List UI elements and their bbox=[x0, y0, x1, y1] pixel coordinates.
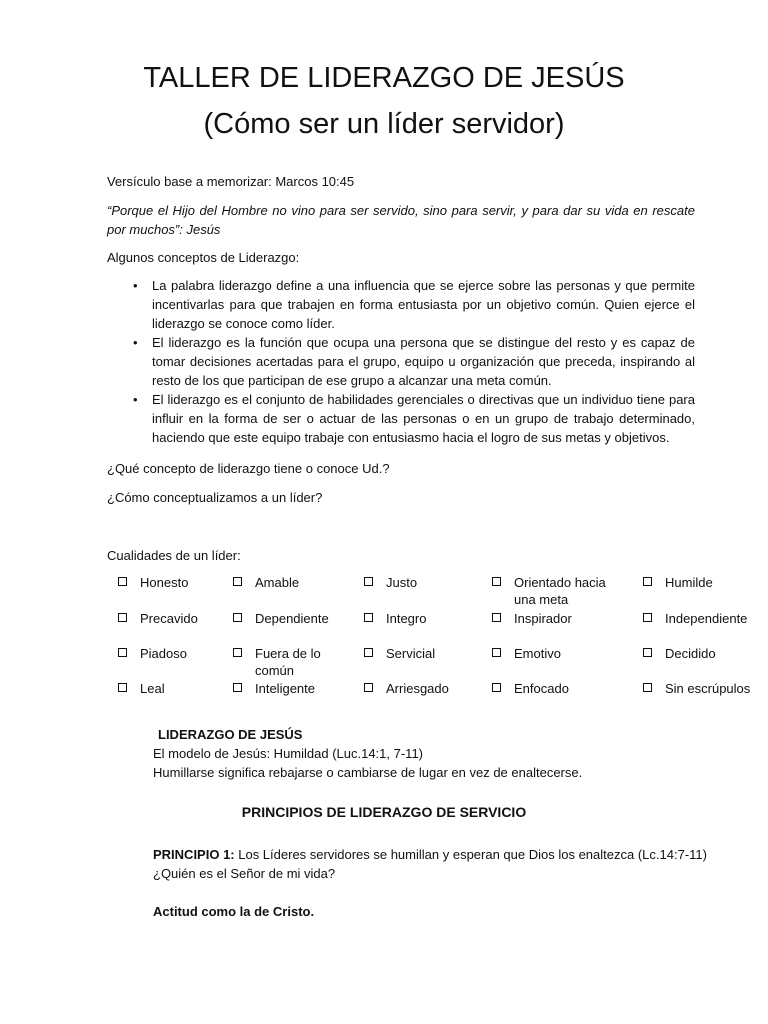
checkbox-icon[interactable] bbox=[364, 683, 373, 692]
attitude-line: Actitud como la de Cristo. bbox=[153, 904, 315, 919]
memory-verse-quote: “Porque el Hijo del Hombre no vino para ser servido, sino para servir, y para dar su vida en rescate por muchos”: Jesús bbox=[107, 203, 695, 237]
checkbox-icon[interactable] bbox=[233, 683, 242, 692]
question-1: ¿Qué concepto de liderazgo tiene o conoce Ud.? bbox=[107, 461, 390, 476]
list-item bbox=[107, 276, 695, 333]
checkbox-icon[interactable] bbox=[364, 648, 373, 657]
checkbox-icon[interactable] bbox=[364, 577, 373, 586]
bullet-icon: • bbox=[133, 278, 138, 293]
document-subtitle: (Cómo ser un líder servidor) bbox=[203, 108, 565, 140]
list-item bbox=[107, 390, 695, 447]
checkbox-icon[interactable] bbox=[492, 577, 501, 586]
question-2: ¿Cómo conceptualizamos a un líder? bbox=[107, 490, 323, 505]
checkbox-icon[interactable] bbox=[643, 683, 652, 692]
principle-1-question: ¿Quién es el Señor de mi vida? bbox=[153, 866, 336, 881]
checkbox-icon[interactable] bbox=[233, 648, 242, 657]
checkbox-icon[interactable] bbox=[233, 613, 242, 622]
checkbox-icon[interactable] bbox=[118, 683, 127, 692]
principle-1 bbox=[153, 845, 707, 864]
bullet-icon: • bbox=[133, 392, 138, 407]
concept-text: El liderazgo es la función que ocupa una persona que se distingue del resto y es capaz de tomar decisiones acertadas para el grupo, equipo u organización que preceda, inspirando al resto de los que participan de ese grupo a alcanzar una meta común. bbox=[152, 335, 695, 388]
checkbox-icon[interactable] bbox=[492, 683, 501, 692]
checkbox-icon[interactable] bbox=[492, 613, 501, 622]
humility-definition: Humillarse significa rebajarse o cambiarse de lugar en vez de enaltecerse. bbox=[153, 765, 583, 780]
checkbox-icon[interactable] bbox=[643, 648, 652, 657]
jesus-leadership-heading: LIDERAZGO DE JESÚS bbox=[158, 727, 303, 742]
memory-verse-label: Versículo base a memorizar: Marcos 10:45 bbox=[107, 174, 355, 189]
qualities-heading: Cualidades de un líder: bbox=[107, 548, 241, 563]
bullet-icon: • bbox=[133, 335, 138, 350]
checkbox-icon[interactable] bbox=[643, 613, 652, 622]
checkbox-icon[interactable] bbox=[364, 613, 373, 622]
jesus-model-line: El modelo de Jesús: Humildad (Luc.14:1, 7-11) bbox=[153, 746, 424, 761]
checkbox-icon[interactable] bbox=[118, 577, 127, 586]
list-item bbox=[107, 333, 695, 390]
principles-heading: PRINCIPIOS DE LIDERAZGO DE SERVICIO bbox=[241, 804, 527, 820]
qualities-checklist: Honesto Amable Justo Orientado hacia una meta Humilde Precavido Dependiente Integro Inspirador Independiente Piadoso Fuera de lo común Servicial Emotivo Decidido Leal Inteligente Arriesgado Enfocado Sin escrúpulos bbox=[118, 574, 768, 704]
concepts-list bbox=[107, 276, 695, 447]
concept-text: El liderazgo es el conjunto de habilidades gerenciales o directivas que un individuo tiene para influir en la forma de ser o actuar de las personas o en un grupo de trabajo determinado, haciendo que este equipo trabaje con entusiasmo hacia el logro de sus metas y objetivos. bbox=[152, 392, 695, 445]
checkbox-icon[interactable] bbox=[643, 577, 652, 586]
checkbox-icon[interactable] bbox=[492, 648, 501, 657]
concept-text: La palabra liderazgo define a una influencia que se ejerce sobre las personas y que permite incentivarlas para que trabajen en forma entusiasta por un objetivo común. Quien ejerce el liderazgo se conoce como líder. bbox=[152, 278, 695, 331]
principle-1-label: PRINCIPIO 1: bbox=[153, 847, 235, 862]
checkbox-icon[interactable] bbox=[233, 577, 242, 586]
concepts-heading: Algunos conceptos de Liderazgo: bbox=[107, 250, 300, 265]
document-title: TALLER DE LIDERAZGO DE JESÚS bbox=[143, 62, 625, 94]
checkbox-icon[interactable] bbox=[118, 613, 127, 622]
checkbox-icon[interactable] bbox=[118, 648, 127, 657]
principle-1-text: Los Líderes servidores se humillan y esperan que Dios los enaltezca (Lc.14:7-11) bbox=[234, 847, 707, 862]
